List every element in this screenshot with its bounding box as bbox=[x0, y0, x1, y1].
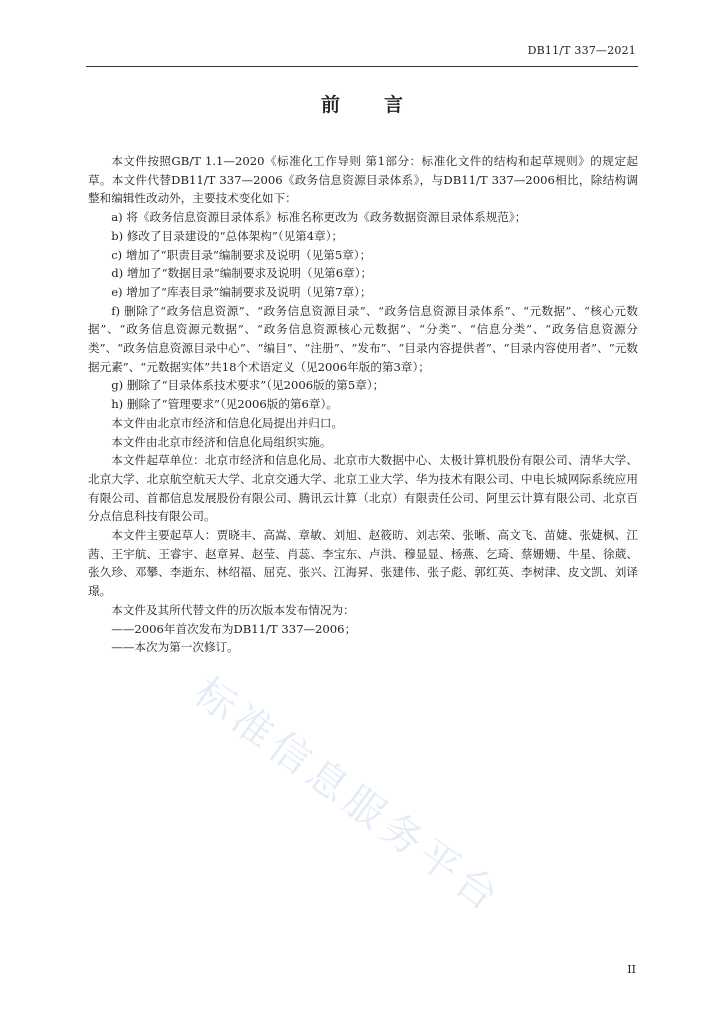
standard-code: DB11/T 337—2021 bbox=[527, 44, 636, 57]
history-item: ——2006年首次发布为DB11/T 337—2006； bbox=[111, 621, 357, 636]
list-item: f) 删除了“政务信息资源”、“政务信息资源目录”、“政务信息资源目录体系”、“元数据”、“核心元数据”、“政务信息资源元数据”、“政务信息资源核心元数据”、“分类”、“信息分类”、“政务信息资源分类”、“政务信息资源目录中心”、“编目”、“注册”、“发布”、“目录内容提供者”、“目录内容使用者”、“元数据元素”、“元数据实体”共18个术语定义（见2006年版的第3章）； bbox=[88, 303, 638, 374]
history-item: ——本次为第一次修订。 bbox=[111, 640, 239, 655]
list-item: e) 增加了“库表目录”编制要求及说明（见第7章）； bbox=[111, 284, 372, 299]
changes-list bbox=[88, 208, 638, 414]
history-intro-paragraph: 本文件及其所代替文件的历次版本发布情况为： bbox=[111, 602, 355, 617]
page-number: II bbox=[627, 963, 636, 976]
list-item: g) 删除了“目录体系技术要求”（见2006版的第5章）； bbox=[111, 378, 385, 393]
header-rule bbox=[86, 66, 638, 67]
watermark-text: 标准信息服务平台 bbox=[185, 669, 511, 923]
list-item: a) 将《政务信息资源目录体系》标准名称更改为《政务数据资源目录体系规范》； bbox=[111, 210, 527, 225]
list-item: h) 删除了“管理要求”（见2006版的第6章）。 bbox=[111, 397, 338, 412]
document-body bbox=[88, 152, 638, 657]
list-item: c) 增加了“职责目录”编制要求及说明（见第5章）； bbox=[111, 247, 372, 262]
intro-paragraph: 本文件按照GB/T 1.1—2020《标准化工作导则 第1部分：标准化文件的结构和起草规则》的规定起草。本文件代替DB11/T 337—2006《政务信息资源目录体系》，与DB11/T 337—2006相比，除结构调整和编辑性改动外，主要技术变化如下： bbox=[88, 154, 638, 206]
page-title: 前言 bbox=[320, 94, 447, 116]
organizer-paragraph: 本文件由北京市经济和信息化局组织实施。 bbox=[111, 434, 332, 449]
proposer-paragraph: 本文件由北京市经济和信息化局提出并归口。 bbox=[111, 415, 344, 430]
drafting-units-paragraph: 本文件起草单位：北京市经济和信息化局、北京市大数据中心、太极计算机股份有限公司、清华大学、北京大学、北京航空航天大学、北京交通大学、北京工业大学、华为技术有限公司、中电长城网际系统应用有限公司、首都信息发展股份有限公司、腾讯云计算（北京）有限责任公司、阿里云计算有限公司、北京百分点信息科技有限公司。 bbox=[88, 453, 638, 524]
list-item: d) 增加了“数据目录”编制要求及说明（见第6章）； bbox=[111, 266, 373, 281]
list-item: b) 修改了目录建设的“总体架构”（见第4章）； bbox=[111, 228, 344, 243]
drafters-paragraph: 本文件主要起草人：贾晓丰、高嵩、章敏、刘旭、赵筱昉、刘志荣、张晰、高文飞、苗婕、张婕枫、江茜、王宇航、王睿宇、赵章昇、赵莹、肖蕊、李宝东、卢洪、穆显显、杨燕、乞琦、蔡姗姗、牛星、徐葳、张久珍、邓攀、李逝东、林绍福、屈克、张兴、江海昇、张建伟、张子彪、郭红英、李树津、皮文凯、刘译璟。 bbox=[88, 528, 638, 599]
